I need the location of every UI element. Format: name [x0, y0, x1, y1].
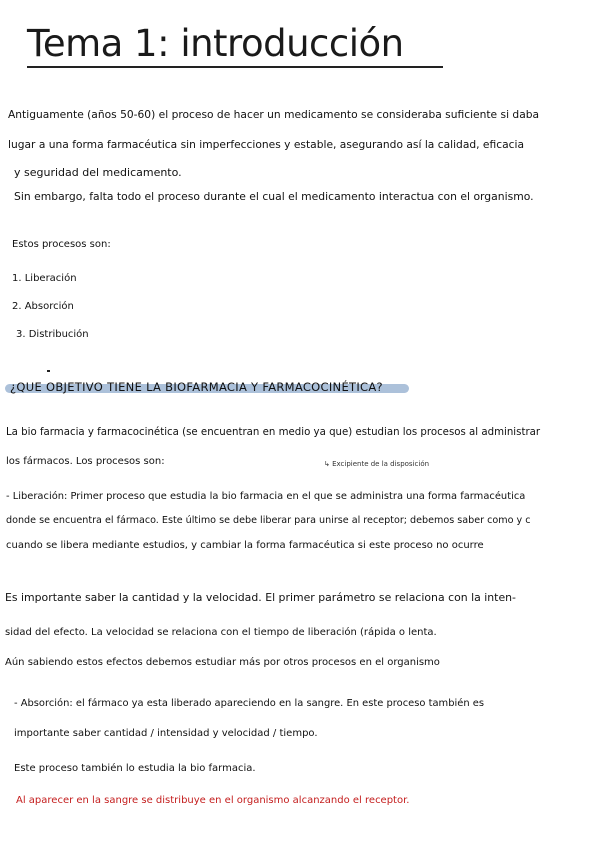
section-heading: ¿QUE OBJETIVO TIENE LA BIOFARMACIA Y FARMACOCINÉTICA? — [10, 380, 383, 394]
proceso-item: 1. Liberación — [12, 273, 77, 284]
absorcion-line: - Absorción: el fármaco ya esta liberado apareciendo en la sangre. En este proceso también es — [14, 698, 485, 709]
importante-line: Es importante saber la cantidad y la velocidad. El primer parámetro se relaciona con la inten- — [5, 591, 516, 604]
liberacion-line: cuando se libera mediante estudios, y cambiar la forma farmacéutica si este proceso no ocurre — [6, 540, 484, 551]
red-note: Al aparecer en la sangre se distribuye en el organismo alcanzando el receptor. — [16, 795, 410, 806]
absorcion-line: Este proceso también lo estudia la bio farmacia. — [14, 763, 256, 774]
proceso-item: 3. Distribución — [16, 329, 89, 340]
title-underline — [27, 66, 443, 68]
intro-line: y seguridad del medicamento. — [14, 166, 182, 179]
procesos-label: Estos procesos son: — [12, 239, 111, 250]
intro-line: Sin embargo, falta todo el proceso durante el cual el medicamento interactua con el organismo. — [14, 190, 534, 203]
importante-line: sidad del efecto. La velocidad se relaciona con el tiempo de liberación (rápida o lenta. — [5, 627, 437, 638]
importante-line: Aún sabiendo estos efectos debemos estudiar más por otros procesos en el organismo — [5, 657, 440, 668]
intro-line: Antiguamente (años 50-60) el proceso de hacer un medicamento se consideraba suficiente si daba — [8, 108, 540, 121]
proceso-item: 2. Absorción — [12, 301, 74, 312]
page-title: Tema 1: introducción — [27, 22, 404, 65]
bio-line: La bio farmacia y farmacocinética (se encuentran en medio ya que) estudian los procesos al administrar — [6, 426, 541, 438]
liberacion-line: - Liberación: Primer proceso que estudia la bio farmacia en el que se administra una forma farmacéutica — [6, 491, 526, 502]
pen-mark — [47, 370, 50, 372]
bio-line: los fármacos. Los procesos son: — [6, 456, 165, 467]
absorcion-line: importante saber cantidad / intensidad y velocidad / tiempo. — [14, 728, 318, 739]
bio-note: ↳ Excipiente de la disposición — [324, 460, 430, 468]
liberacion-line: donde se encuentra el fármaco. Este último se debe liberar para unirse al receptor; debemos saber como y c — [6, 515, 531, 526]
intro-line: lugar a una forma farmacéutica sin imperfecciones y estable, asegurando así la calidad, eficacia — [8, 138, 524, 151]
